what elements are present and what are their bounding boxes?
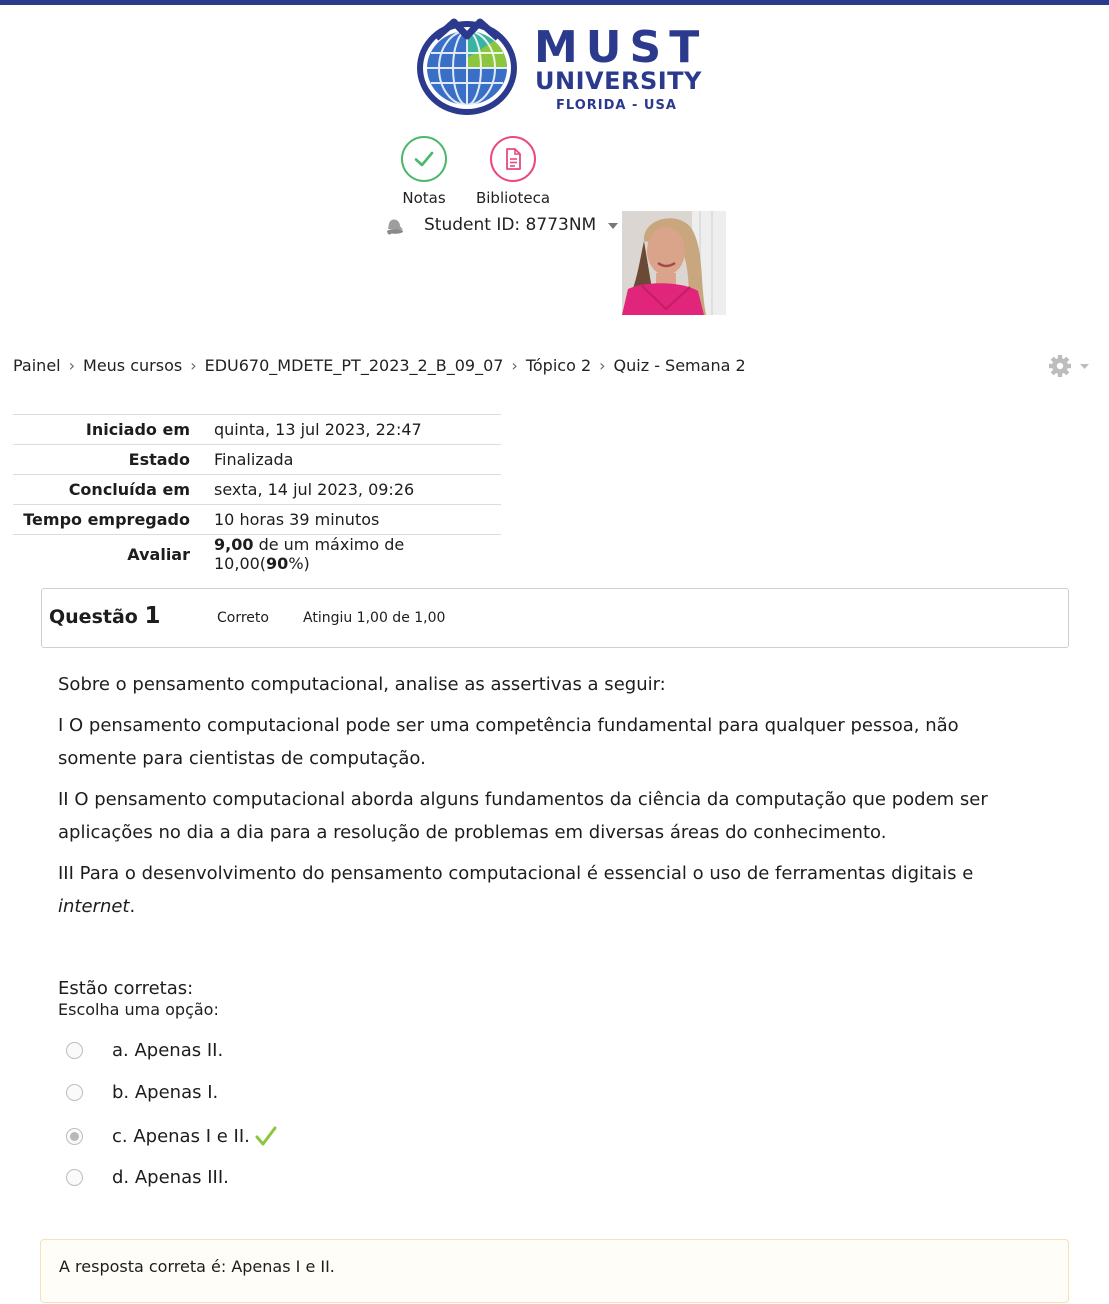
radio-option-b[interactable]: [66, 1084, 83, 1101]
chevron-right-icon: ›: [511, 356, 518, 375]
biblioteca-label: Biblioteca: [475, 189, 551, 207]
chevron-down-icon[interactable]: [608, 223, 618, 229]
logo-text-must: MUST: [534, 22, 708, 73]
assertion-1: I O pensamento computacional pode ser uma competência fundamental para qualquer pessoa, não somente para cientistas de computação.: [58, 715, 959, 769]
summary-row-state: [13, 445, 501, 475]
correct-answer-feedback: [40, 1239, 1069, 1303]
profile-photo: [622, 211, 726, 315]
student-id[interactable]: Student ID: 8773NM: [424, 215, 597, 235]
summary-row-started: [13, 415, 501, 445]
grade-end: %): [288, 554, 310, 573]
choose-option-prompt: Escolha uma opção:: [58, 1000, 219, 1019]
option-a-label[interactable]: a. Apenas II.: [112, 1040, 224, 1061]
breadcrumb-quiz[interactable]: Quiz - Semana 2: [613, 356, 746, 375]
grade-middle: de um máximo de 10,00(: [214, 535, 405, 573]
option-d-label[interactable]: d. Apenas III.: [112, 1167, 229, 1188]
radio-option-d[interactable]: [66, 1169, 83, 1186]
breadcrumb-painel[interactable]: Painel: [13, 356, 61, 375]
assertion-2: II O pensamento computacional aborda alguns fundamentos da ciência da computação que podem ser aplicações no dia a dia para a resolução de problemas em diversas áreas do conhecimento.: [58, 789, 988, 843]
question-ask: Estão corretas:: [58, 978, 194, 999]
question-number-value: 1: [144, 603, 161, 629]
chevron-right-icon: ›: [599, 356, 606, 375]
time-label: Tempo empregado: [13, 505, 202, 535]
assertion-3: [58, 857, 1018, 923]
notification-bell-icon[interactable]: [383, 214, 405, 236]
grade-label: Avaliar: [13, 535, 202, 574]
assertion-3-text: III Para o desenvolvimento do pensamento computacional é essencial o uso de ferramentas digitais e: [58, 863, 974, 884]
biblioteca-link[interactable]: [474, 136, 552, 207]
question-state: Correto: [217, 610, 269, 626]
started-label: Iniciado em: [13, 415, 202, 445]
summary-row-time: [13, 505, 501, 535]
grade-score: 9,00: [214, 535, 254, 554]
check-circle-icon: [401, 136, 447, 182]
logo-text-florida: FLORIDA - USA: [556, 98, 677, 113]
gear-icon[interactable]: [1048, 354, 1090, 378]
completed-label: Concluída em: [13, 475, 202, 505]
option-b[interactable]: [66, 1082, 218, 1103]
completed-value: sexta, 14 jul 2023, 09:26: [202, 475, 501, 505]
breadcrumb-meus-cursos[interactable]: Meus cursos: [83, 356, 183, 375]
question-text: [58, 668, 1018, 1013]
chevron-right-icon: ›: [68, 356, 76, 375]
grade-percent: 90: [266, 554, 289, 573]
globe-logo-icon: [414, 18, 522, 118]
notas-link[interactable]: [396, 136, 452, 207]
option-c[interactable]: [66, 1124, 278, 1148]
quiz-summary-table: [13, 414, 501, 573]
correct-checkmark-icon: [254, 1124, 278, 1148]
feedback-text: A resposta correta é: Apenas I e II.: [59, 1257, 335, 1276]
user-menu[interactable]: [383, 211, 618, 239]
logo-text-university: UNIVERSITY: [535, 67, 702, 95]
option-d[interactable]: [66, 1167, 229, 1188]
state-value: Finalizada: [202, 445, 501, 475]
option-b-label[interactable]: b. Apenas I.: [112, 1082, 219, 1103]
radio-option-c[interactable]: [66, 1128, 83, 1145]
option-c-label[interactable]: c. Apenas I e II.: [112, 1125, 250, 1147]
summary-row-completed: [13, 475, 501, 505]
notas-label: Notas: [402, 189, 446, 207]
question-intro: Sobre o pensamento computacional, analise as assertivas a seguir:: [58, 674, 666, 695]
top-accent-bar: [0, 0, 1109, 5]
question-info-box: [41, 588, 1069, 648]
question-number: [49, 603, 160, 629]
state-label: Estado: [13, 445, 202, 475]
time-value: 10 horas 39 minutos: [202, 505, 501, 535]
question-label: Questão: [49, 606, 145, 628]
breadcrumb-course[interactable]: EDU670_MDETE_PT_2023_2_B_09_07: [204, 356, 504, 375]
must-university-logo[interactable]: [414, 18, 708, 118]
chevron-right-icon: ›: [190, 356, 197, 375]
question-grade: Atingiu 1,00 de 1,00: [303, 610, 446, 626]
option-a[interactable]: [66, 1040, 223, 1061]
breadcrumb-topic[interactable]: Tópico 2: [525, 356, 592, 375]
document-icon: [490, 136, 536, 182]
avatar[interactable]: [622, 211, 726, 315]
assertion-3-italic: internet: [58, 896, 130, 917]
assertion-3-end: .: [129, 896, 136, 917]
summary-row-grade: [13, 535, 501, 574]
radio-option-a[interactable]: [66, 1042, 83, 1059]
breadcrumb: [13, 356, 746, 375]
grade-value: [202, 535, 501, 574]
started-value: quinta, 13 jul 2023, 22:47: [202, 415, 501, 445]
